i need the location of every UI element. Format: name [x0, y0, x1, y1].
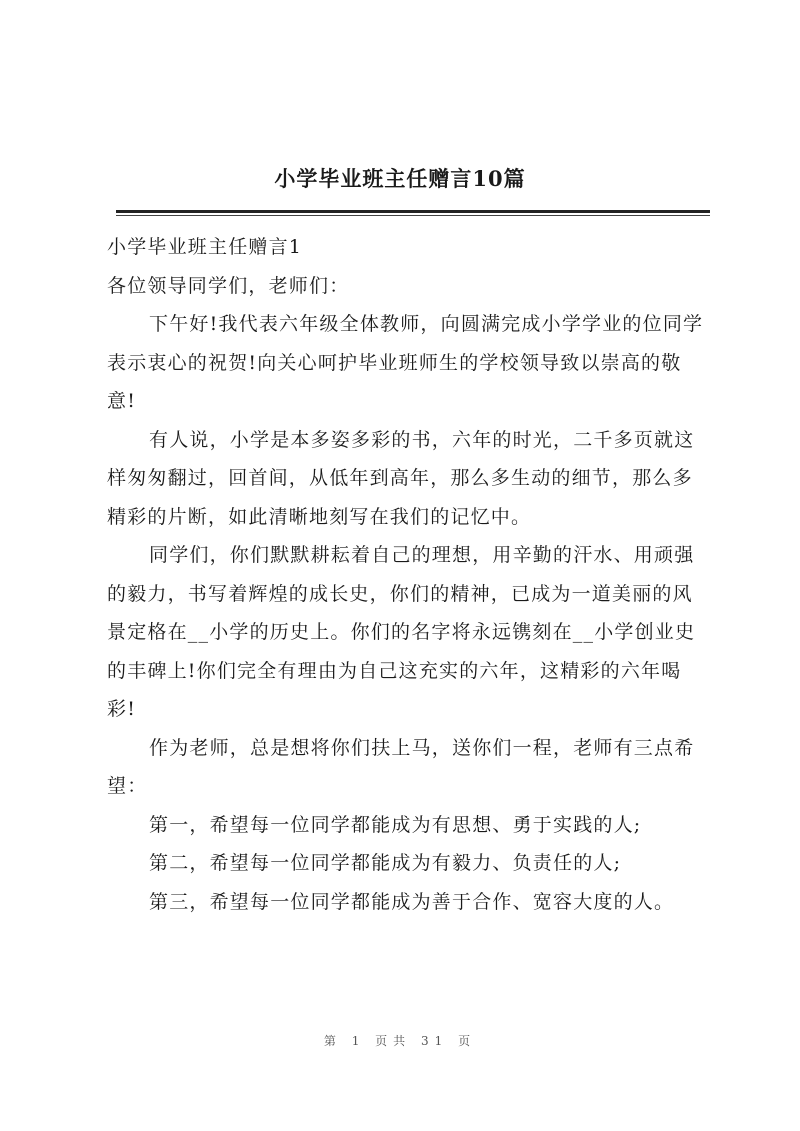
hope-item-second: 第二，希望每一位同学都能成为有毅力、负责任的人; — [149, 852, 622, 874]
paragraph-greeting: 下午好!我代表六年级全体教师，向圆满完成小学学业的位同学表示衷心的祝贺!向关心呵护毕业班师生的学校领导致以崇高的敬意! — [107, 313, 704, 412]
salutation: 各位领导同学们，老师们： — [107, 274, 350, 297]
hope-item-third: 第三，希望每一位同学都能成为善于合作、宽容大度的人。 — [149, 890, 675, 913]
document-body — [107, 228, 707, 921]
document-title: 小学毕业班主任赠言10篇 — [274, 166, 526, 191]
section-heading: 小学毕业班主任赠言1 — [107, 236, 303, 258]
paragraph-memories: 有人说，小学是本多姿多彩的书，六年的时光，二千多页就这样匆匆翻过，回首间，从低年到高年，那么多生动的细节，那么多精彩的片断，如此清晰地刻写在我们的记忆中。 — [107, 428, 695, 528]
hope-item-first: 第一，希望每一位同学都能成为有思想、勇于实践的人; — [149, 813, 642, 836]
page-number-footer: 第 1 页共 31 页 — [323, 1034, 477, 1048]
paragraph-hopes-intro: 作为老师，总是想将你们扶上马，送你们一程，老师有三点希望： — [107, 736, 695, 797]
paragraph-achievements: 同学们，你们默默耕耘着自己的理想，用辛勤的汗水、用顽强的毅力，书写着辉煌的成长史，你们的精神，已成为一道美丽的风景定格在__小学的历史上。你们的名字将永远镌刻在__小学创业史的丰碑上!你们完全有理由为自己这充实的六年，这精彩的六年喝彩! — [107, 544, 696, 720]
title-divider-thin — [116, 215, 710, 216]
title-divider-thick — [116, 210, 710, 213]
